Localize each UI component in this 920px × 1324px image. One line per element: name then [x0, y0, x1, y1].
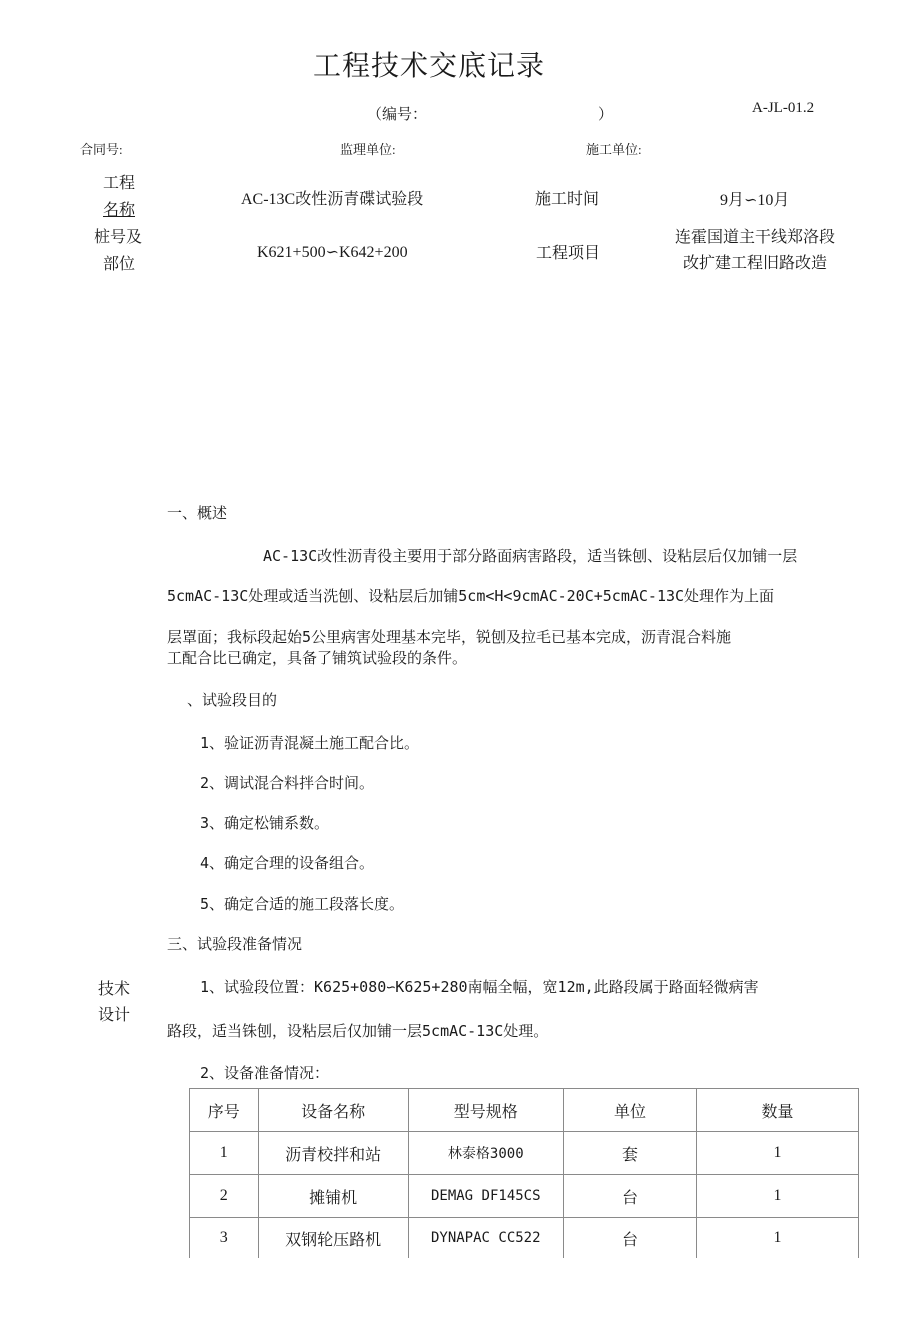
cell-model: DEMAG DF145CS — [408, 1175, 563, 1218]
cell-quantity: 1 — [697, 1175, 859, 1218]
contractor-label: 施工单位: — [586, 142, 642, 157]
section-1-paragraph-line4: 工配合比已确定，具备了铺筑试验段的条件。 — [167, 649, 468, 667]
section-3-heading: 三、试验段准备情况 — [167, 935, 303, 953]
construction-time-label: 施工时间 — [535, 191, 600, 208]
supervisor-label: 监理单位: — [340, 142, 396, 157]
cell-equipment-name: 双钢轮压路机 — [258, 1218, 408, 1259]
equipment-subheading: 2、设备准备情况： — [200, 1064, 330, 1082]
document-id: A-JL-01.2 — [752, 100, 815, 116]
cell-index: 3 — [190, 1218, 259, 1259]
table-header-row — [190, 1089, 859, 1132]
cell-model: 林泰格3000 — [408, 1132, 563, 1175]
table-row — [190, 1175, 859, 1218]
contract-number-label: 合同号: — [80, 142, 123, 157]
objective-item-5: 5、确定合适的施工段落长度。 — [200, 895, 405, 913]
station-label-line1: 桩号及 — [94, 229, 143, 246]
cell-model: DYNAPAC CC522 — [408, 1218, 563, 1259]
cell-index: 2 — [190, 1175, 259, 1218]
station-value: K621+500∽K642+200 — [257, 244, 408, 261]
section-1-paragraph-line2: 5cmAC-13C处理或适当洗刨、设粘层后加铺5cm<H<9cmAC-20C+5cmAC-13C处理作为上面 — [167, 587, 775, 605]
station-label-line2: 部位 — [103, 256, 136, 273]
objective-item-2: 2、调试混合料拌合时间。 — [200, 774, 375, 792]
table-row — [190, 1218, 859, 1259]
section-1-paragraph-line3: 层罩面；我标段起始5公里病害处理基本完毕，锐刨及拉毛已基本完成，沥青混合料施 — [167, 628, 732, 646]
project-item-line2: 改扩建工程旧路改造 — [683, 255, 828, 272]
objective-item-1: 1、验证沥青混凝土施工配合比。 — [200, 734, 420, 752]
section-3-paragraph-line1: 1、试验段位置：K625+080∽K625+280南幅全幅，宽12m,此路段属于路面轻微病害 — [200, 978, 759, 996]
code-label: （编号： — [367, 107, 428, 123]
section-1-paragraph-line1: AC-13C改性沥青役主要用于部分路面病害路段，适当铢刨、设粘层后仅加铺一层 — [263, 547, 798, 565]
project-item-line1: 连霍国道主干线郑洛段 — [675, 229, 836, 246]
side-label-line2: 设计 — [98, 1007, 131, 1024]
project-name-value: AC-13C改性沥青碟试验段 — [241, 191, 424, 208]
objective-item-4: 4、确定合理的设备组合。 — [200, 854, 375, 872]
cell-equipment-name: 摊铺机 — [258, 1175, 408, 1218]
header-equipment-name: 设备名称 — [258, 1089, 408, 1132]
cell-equipment-name: 沥青校拌和站 — [258, 1132, 408, 1175]
cell-index: 1 — [190, 1132, 259, 1175]
table-row — [190, 1132, 859, 1175]
header-quantity: 数量 — [697, 1089, 859, 1132]
objective-item-3: 3、确定松铺系数。 — [200, 814, 330, 832]
project-name-label-line1: 工程 — [103, 175, 136, 192]
cell-unit: 套 — [563, 1132, 696, 1175]
header-unit: 单位 — [563, 1089, 696, 1132]
header-model: 型号规格 — [408, 1089, 563, 1132]
project-item-label: 工程项目 — [536, 245, 601, 262]
code-close-paren: ） — [598, 107, 614, 123]
construction-time-value: 9月∽10月 — [720, 192, 790, 209]
cell-unit: 台 — [563, 1175, 696, 1218]
page-title: 工程技术交底记录 — [313, 51, 546, 82]
section-1-heading: 一、概述 — [167, 504, 228, 522]
section-3-paragraph-line2: 路段，适当铢刨，设粘层后仅加铺一层5cmAC-13C处理。 — [167, 1022, 549, 1040]
cell-quantity: 1 — [697, 1218, 859, 1259]
header-index: 序号 — [190, 1089, 259, 1132]
cell-quantity: 1 — [697, 1132, 859, 1175]
cell-unit: 台 — [563, 1218, 696, 1259]
project-name-label-line2: 名称 — [103, 202, 136, 219]
equipment-table — [189, 1088, 859, 1258]
section-2-heading: 、试验段目的 — [187, 691, 278, 709]
side-label-line1: 技术 — [98, 981, 131, 998]
